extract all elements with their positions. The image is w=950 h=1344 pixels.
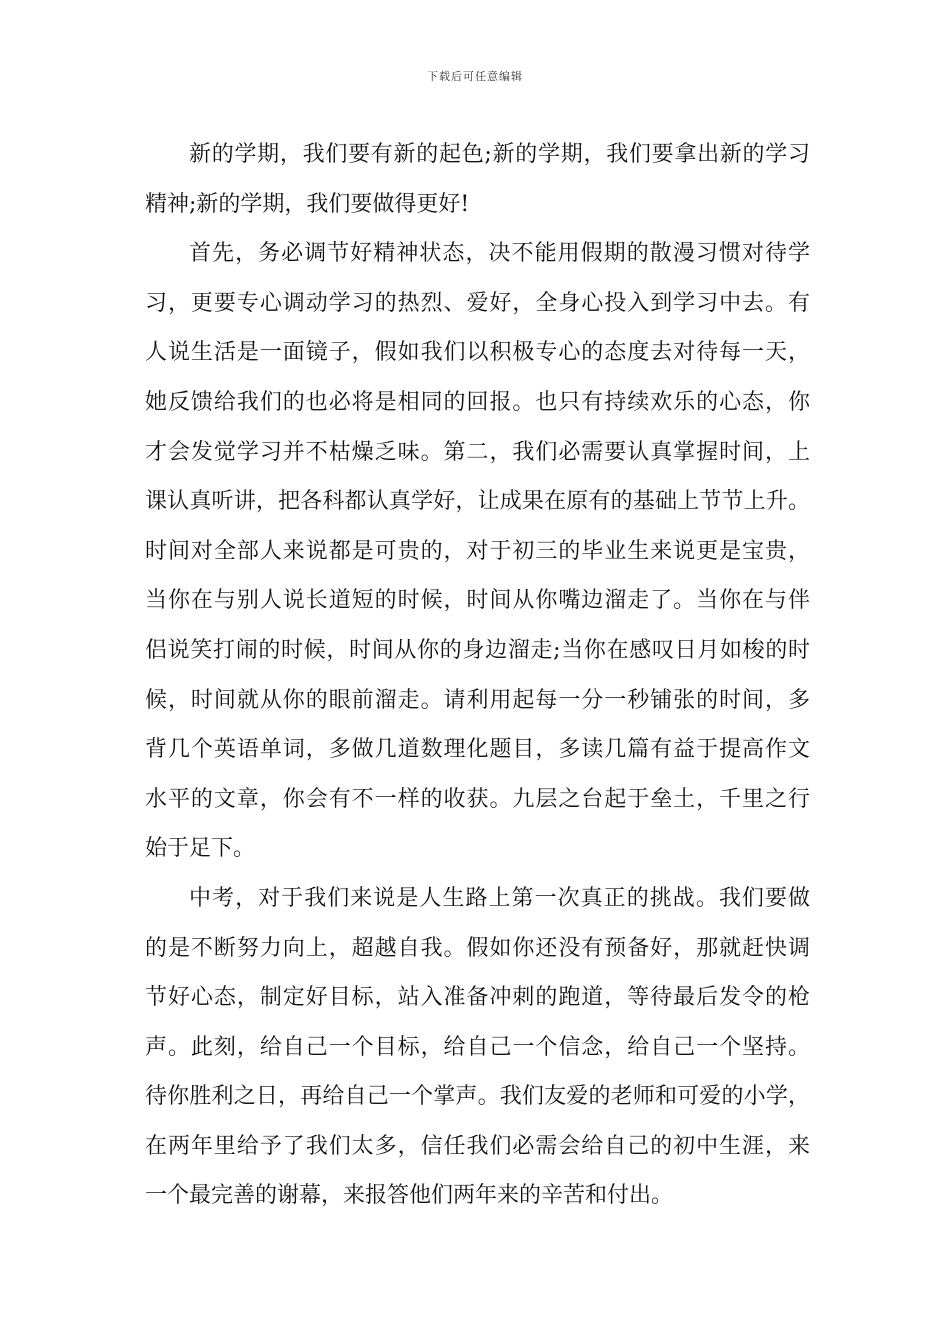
paragraph-line: 课认真听讲，把各科都认真学好，让成果在原有的基础上节节上升。 xyxy=(145,489,810,515)
document-body xyxy=(145,130,810,1221)
paragraph-line: 精神;新的学期，我们要做得更好! xyxy=(145,191,470,217)
paragraph-line: 才会发觉学习并不枯燥乏味。第二，我们必需要认真掌握时间，上 xyxy=(145,439,810,465)
paragraph-line: 待你胜利之日，再给自己一个掌声。我们友爱的老师和可爱的小学， xyxy=(145,1084,810,1110)
paragraph-line: 首先，务必调节好精神状态，决不能用假期的散漫习惯对待学 xyxy=(189,241,810,267)
paragraph-line: 的是不断努力向上，超越自我。假如你还没有预备好，那就赶快调 xyxy=(145,935,810,961)
paragraph-2 xyxy=(145,229,810,874)
paragraph-line: 新的学期，我们要有新的起色;新的学期，我们要拿出新的学习 xyxy=(189,142,810,167)
paragraph-line: 时间对全部人来说都是可贵的，对于初三的毕业生来说更是宝贵， xyxy=(145,538,810,564)
paragraph-3 xyxy=(145,874,810,1221)
paragraph-line: 侣说笑打闹的时候，时间从你的身边溜走;当你在感叹日月如梭的时 xyxy=(145,637,810,663)
paragraph-line: 始于足下。 xyxy=(145,836,256,862)
paragraph-line: 一个最完善的谢幕，来报答他们两年来的辛苦和付出。 xyxy=(145,1183,674,1209)
paragraph-line: 水平的文章，你会有不一样的收获。九层之台起于垒土，千里之行 xyxy=(145,786,810,812)
paragraph-line: 中考，对于我们来说是人生路上第一次真正的挑战。我们要做 xyxy=(189,885,810,911)
paragraph-line: 节好心态，制定好目标，站入准备冲刺的跑道，等待最后发令的枪 xyxy=(145,985,810,1011)
paragraph-line: 她反馈给我们的也必将是相同的回报。也只有持续欢乐的心态，你 xyxy=(145,389,810,415)
paragraph-1 xyxy=(145,130,810,229)
paragraph-line: 人说生活是一面镜子，假如我们以积极专心的态度去对待每一天， xyxy=(145,340,810,366)
paragraph-line: 背几个英语单词，多做几道数理化题目，多读几篇有益于提高作文 xyxy=(145,737,810,763)
paragraph-line: 声。此刻，给自己一个目标，给自己一个信念，给自己一个坚持。 xyxy=(145,1034,810,1060)
paragraph-line: 候，时间就从你的眼前溜走。请利用起每一分一秒铺张的时间，多 xyxy=(145,687,810,713)
paragraph-line: 习，更要专心调动学习的热烈、爱好，全身心投入到学习中去。有 xyxy=(145,290,810,316)
paragraph-line: 当你在与别人说长道短的时候，时间从你嘴边溜走了。当你在与伴 xyxy=(145,588,810,614)
page-header-note: 下载后可任意编辑 xyxy=(427,70,523,83)
paragraph-line: 在两年里给予了我们太多，信任我们必需会给自己的初中生涯，来 xyxy=(145,1133,810,1159)
